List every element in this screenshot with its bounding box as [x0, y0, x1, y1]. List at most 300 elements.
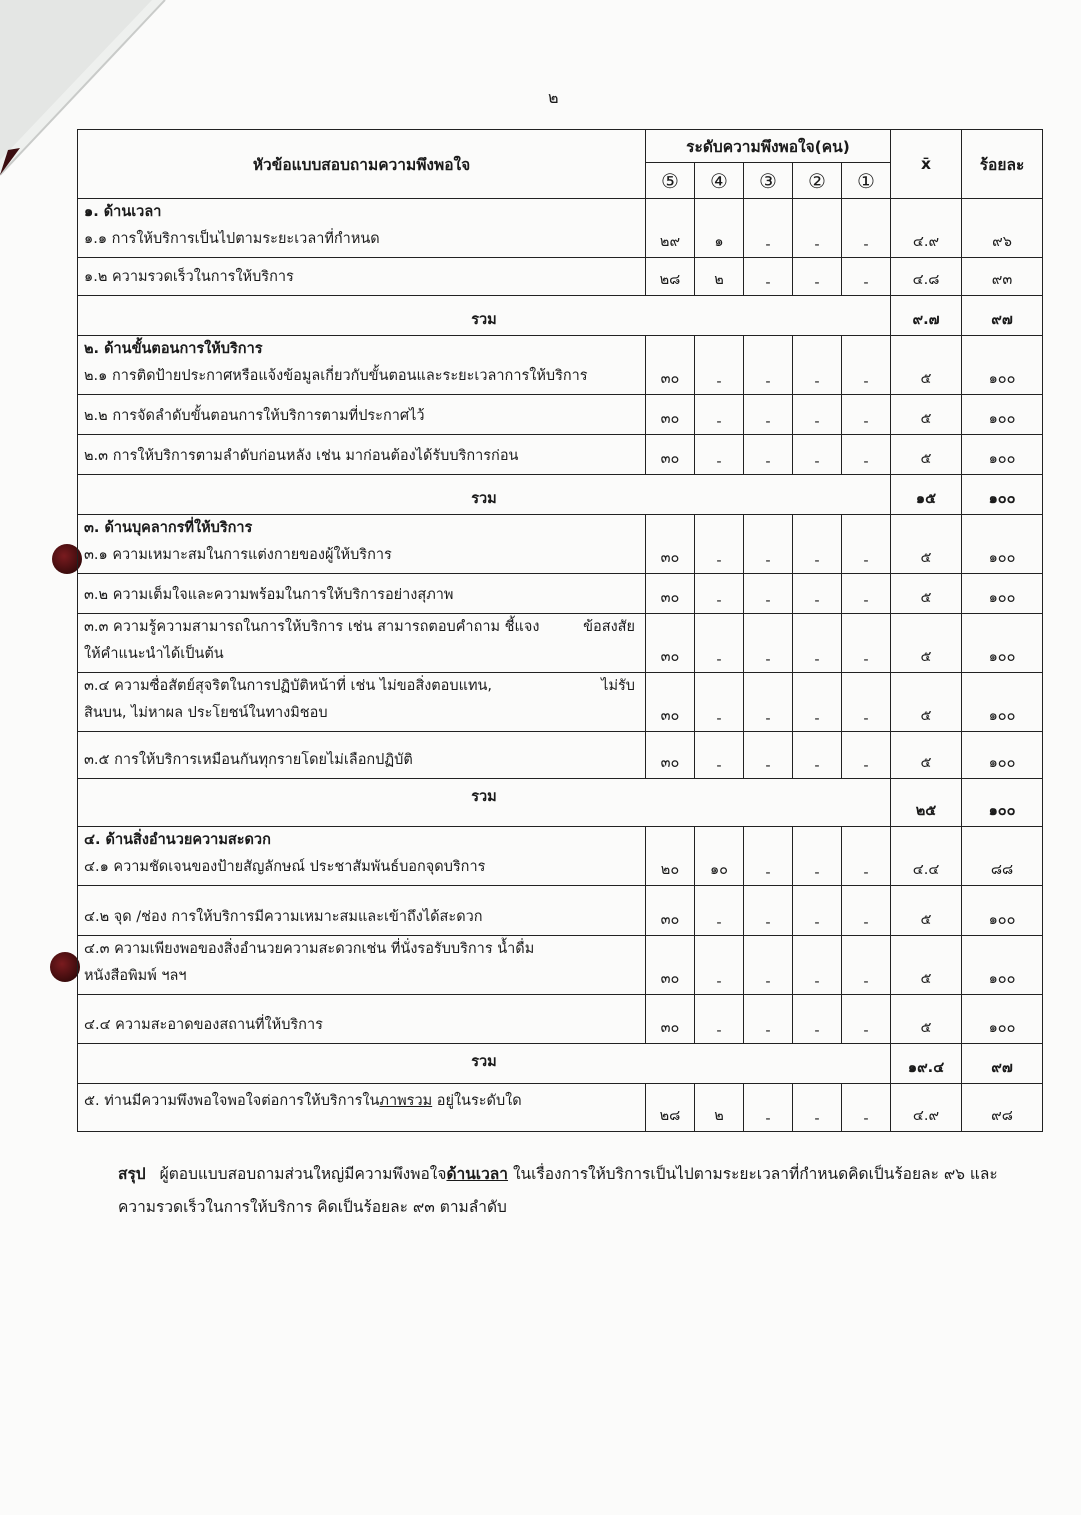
count-value: ๓๐ — [660, 755, 680, 771]
mean-value: ๔.๙ — [912, 234, 940, 250]
count-level-1 — [842, 258, 891, 296]
table-row — [78, 732, 1043, 779]
total-percent — [962, 296, 1043, 336]
mean-cell — [891, 614, 962, 673]
table-row — [78, 435, 1043, 475]
count-level-5 — [646, 673, 695, 732]
percent-value: ๙๓ — [991, 272, 1013, 288]
count-value: - — [814, 915, 820, 931]
count-level-3 — [744, 827, 793, 886]
mean-value: ๕ — [920, 755, 932, 771]
summary-highlight: ด้านเวลา — [446, 1165, 509, 1183]
total-label-text: รวม — [471, 312, 497, 328]
count-value: ๒ — [714, 1108, 724, 1124]
count-level-3 — [744, 936, 793, 995]
summary-label: สรุป — [118, 1165, 146, 1183]
table-row — [78, 827, 1043, 886]
count-value: ๒๘ — [659, 272, 681, 288]
item-label — [78, 827, 646, 886]
count-value: - — [863, 915, 869, 931]
table-row — [78, 199, 1043, 258]
count-value: - — [814, 865, 820, 881]
level-1-header — [842, 163, 891, 199]
percent-value: ๑๐๐ — [988, 755, 1016, 771]
mean-cell — [891, 886, 962, 936]
overall-text-after: อยู่ในระดับใด — [432, 1093, 522, 1109]
total-percent-value: ๑๐๐ — [988, 803, 1016, 819]
count-level-4 — [695, 673, 744, 732]
count-value: - — [863, 1023, 869, 1039]
item-text-line-1: ๓.๓ ความรู้ความสามารถในการให้บริการ เช่น สามารถตอบคำถาม ชี้แจง — [84, 619, 540, 635]
count-value: - — [716, 652, 722, 668]
count-level-3 — [744, 1084, 793, 1132]
mean-value: ๕ — [920, 1020, 932, 1036]
percent-cell — [962, 827, 1043, 886]
count-level-1 — [842, 395, 891, 435]
count-level-5 — [646, 732, 695, 779]
summary-text-2: ในเรื่องการให้บริการเป็นไปตามระยะเวลาที่กำหนดคิดเป็นร้อยละ ๙๖ และความรวดเร็วในการให้บริการ คิดเป็นร้อยละ ๙๓ ตามลำดับ — [118, 1165, 998, 1216]
count-value: - — [716, 454, 722, 470]
level-header — [646, 130, 891, 163]
count-level-3 — [744, 886, 793, 936]
count-value: ๓๐ — [660, 411, 680, 427]
count-value: ๓๐ — [660, 912, 680, 928]
item-label — [78, 995, 646, 1044]
count-level-1 — [842, 1084, 891, 1132]
count-value: - — [814, 374, 820, 390]
percent-cell — [962, 673, 1043, 732]
count-value: - — [765, 237, 771, 253]
item-text: ๑.๒ ความรวดเร็วในการให้บริการ — [84, 269, 294, 285]
count-level-5 — [646, 574, 695, 614]
count-value: ๓๐ — [660, 550, 680, 566]
percent-cell — [962, 515, 1043, 574]
topic-header-label: หัวข้อแบบสอบถามความพึงพอใจ — [252, 155, 471, 174]
count-value: ๓๐ — [660, 971, 680, 987]
count-value: - — [765, 553, 771, 569]
item-text: ๓.๑ ความเหมาะสมในการแต่งกายของผู้ให้บริการ — [84, 547, 392, 563]
item-text-line-2: ให้คำแนะนำได้เป็นต้น — [84, 646, 224, 662]
mean-cell — [891, 515, 962, 574]
item-label — [78, 574, 646, 614]
count-value: - — [814, 553, 820, 569]
total-label — [78, 1044, 891, 1084]
count-level-3 — [744, 336, 793, 395]
item-label — [78, 395, 646, 435]
mean-value: ๔.๙ — [912, 1108, 940, 1124]
percent-cell — [962, 936, 1043, 995]
total-label-text: รวม — [471, 1054, 497, 1070]
count-level-2 — [793, 995, 842, 1044]
count-value: - — [814, 414, 820, 430]
mean-cell — [891, 336, 962, 395]
table-row — [78, 574, 1043, 614]
level-circle-1: ① — [857, 168, 875, 193]
section-title: ๔. ด้านสิ่งอำนวยความสะดวก — [84, 832, 271, 848]
count-level-1 — [842, 936, 891, 995]
count-level-4 — [695, 614, 744, 673]
count-level-5 — [646, 395, 695, 435]
level-circle-2: ② — [808, 168, 826, 193]
count-value: - — [765, 374, 771, 390]
count-value: ๓๐ — [660, 708, 680, 724]
count-level-5 — [646, 936, 695, 995]
mean-cell — [891, 574, 962, 614]
percent-value: ๙๘ — [991, 1108, 1013, 1124]
percent-value: ๑๐๐ — [988, 649, 1016, 665]
table-row — [78, 395, 1043, 435]
percent-value: ๑๐๐ — [988, 912, 1016, 928]
mean-value: ๕ — [920, 708, 932, 724]
percent-value: ๙๖ — [992, 234, 1012, 250]
total-percent — [962, 779, 1043, 827]
count-value: - — [716, 414, 722, 430]
percent-value: ๑๐๐ — [988, 411, 1016, 427]
mean-cell — [891, 199, 962, 258]
count-value: - — [716, 1023, 722, 1039]
count-level-2 — [793, 732, 842, 779]
percent-cell — [962, 574, 1043, 614]
item-label — [78, 936, 646, 995]
count-value: - — [863, 711, 869, 727]
table-row — [78, 936, 1043, 995]
summary-paragraph — [118, 1158, 1008, 1224]
mean-cell — [891, 732, 962, 779]
count-value: - — [765, 414, 771, 430]
count-value: - — [863, 414, 869, 430]
count-level-1 — [842, 199, 891, 258]
percent-cell — [962, 336, 1043, 395]
count-level-1 — [842, 995, 891, 1044]
count-value: ๓๐ — [660, 371, 680, 387]
page-number: ๒ — [548, 88, 559, 107]
count-value: ๓๐ — [660, 451, 680, 467]
count-level-5 — [646, 1084, 695, 1132]
count-level-4 — [695, 995, 744, 1044]
count-value: - — [863, 758, 869, 774]
mean-cell — [891, 827, 962, 886]
count-level-1 — [842, 673, 891, 732]
count-level-4 — [695, 1084, 744, 1132]
count-level-4 — [695, 936, 744, 995]
item-label — [78, 732, 646, 779]
count-level-3 — [744, 258, 793, 296]
count-value: ๑๐ — [709, 862, 729, 878]
total-mean-value: ๙.๗ — [912, 312, 940, 328]
mean-header — [891, 130, 962, 199]
count-level-1 — [842, 435, 891, 475]
mean-cell — [891, 995, 962, 1044]
count-level-3 — [744, 995, 793, 1044]
count-value: - — [765, 865, 771, 881]
section-title: ๒. ด้านขั้นตอนการให้บริการ — [84, 341, 263, 357]
percent-cell — [962, 995, 1043, 1044]
count-value: - — [814, 237, 820, 253]
level-4-header — [695, 163, 744, 199]
percent-cell — [962, 614, 1043, 673]
count-value: - — [863, 865, 869, 881]
count-level-4 — [695, 827, 744, 886]
count-value: - — [765, 593, 771, 609]
table-row — [78, 336, 1043, 395]
percent-value: ๑๐๐ — [988, 451, 1016, 467]
count-value: - — [814, 758, 820, 774]
count-value: - — [765, 974, 771, 990]
count-level-2 — [793, 515, 842, 574]
count-value: - — [814, 593, 820, 609]
mean-value: ๕ — [920, 590, 932, 606]
item-text: ๑.๑ การให้บริการเป็นไปตามระยะเวลาที่กำหนด — [84, 231, 380, 247]
mean-value: ๕ — [920, 912, 932, 928]
item-text-line-1: ๓.๔ ความซื่อสัตย์สุจริตในการปฏิบัติหน้าที่ เช่น ไม่ขอสิ่งตอบแทน, — [84, 678, 493, 694]
table-row — [78, 995, 1043, 1044]
mean-value: ๕ — [920, 971, 932, 987]
mean-value: ๕ — [920, 371, 932, 387]
count-level-4 — [695, 258, 744, 296]
count-level-3 — [744, 199, 793, 258]
percent-value: ๑๐๐ — [988, 550, 1016, 566]
mean-value: ๕ — [920, 411, 932, 427]
percent-value: ๑๐๐ — [988, 590, 1016, 606]
total-mean — [891, 779, 962, 827]
table-row — [78, 614, 1043, 673]
percent-cell — [962, 395, 1043, 435]
count-value: - — [863, 275, 869, 291]
count-value: - — [814, 1023, 820, 1039]
summary-text-1: ผู้ตอบแบบสอบถามส่วนใหญ่มีความพึงพอใจ — [159, 1165, 447, 1183]
count-level-5 — [646, 995, 695, 1044]
topic-header — [78, 130, 646, 199]
count-level-2 — [793, 886, 842, 936]
count-level-5 — [646, 199, 695, 258]
item-text-line-2: สินบน, ไม่หาผล ประโยชน์ในทางมิชอบ — [84, 705, 328, 721]
count-value: - — [814, 1111, 820, 1127]
item-label — [78, 515, 646, 574]
item-text: ๔.๔ ความสะอาดของสถานที่ให้บริการ — [84, 1017, 323, 1033]
mean-value: ๕ — [920, 451, 932, 467]
item-text: ๒.๓ การให้บริการตามลำดับก่อนหลัง เช่น มาก่อนต้องได้รับบริการก่อน — [84, 448, 519, 464]
count-level-1 — [842, 886, 891, 936]
total-mean — [891, 1044, 962, 1084]
level-5-header — [646, 163, 695, 199]
item-text: ๓.๕ การให้บริการเหมือนกันทุกรายโดยไม่เลือกปฏิบัติ — [84, 752, 413, 768]
count-value: ๒๙ — [659, 234, 681, 250]
count-level-5 — [646, 886, 695, 936]
total-percent — [962, 1044, 1043, 1084]
count-level-5 — [646, 827, 695, 886]
percent-cell — [962, 732, 1043, 779]
mean-cell — [891, 258, 962, 296]
count-level-5 — [646, 614, 695, 673]
item-text: ๓.๒ ความเต็มใจและความพร้อมในการให้บริการอย่างสุภาพ — [84, 587, 454, 603]
count-level-3 — [744, 614, 793, 673]
item-label — [78, 435, 646, 475]
table-row — [78, 258, 1043, 296]
item-text: ๔.๑ ความชัดเจนของป้ายสัญลักษณ์ ประชาสัมพันธ์บอกจุดบริการ — [84, 859, 486, 875]
count-value: - — [716, 593, 722, 609]
percent-cell — [962, 258, 1043, 296]
overall-row — [78, 1084, 1043, 1132]
total-label — [78, 475, 891, 515]
table-row — [78, 515, 1043, 574]
total-mean-value: ๑๙.๔ — [907, 1060, 945, 1076]
count-value: ๓๐ — [660, 590, 680, 606]
mean-value: ๔.๔ — [912, 862, 940, 878]
count-level-2 — [793, 614, 842, 673]
count-value: ๒ — [714, 272, 724, 288]
count-level-2 — [793, 574, 842, 614]
count-level-4 — [695, 336, 744, 395]
total-label-text: รวม — [471, 789, 497, 805]
mean-cell — [891, 395, 962, 435]
total-mean — [891, 475, 962, 515]
count-level-3 — [744, 435, 793, 475]
count-level-4 — [695, 732, 744, 779]
item-text: ๒.๒ การจัดลำดับขั้นตอนการให้บริการตามที่ประกาศไว้ — [84, 408, 425, 424]
total-percent-value: ๙๗ — [991, 1060, 1013, 1076]
mean-cell — [891, 936, 962, 995]
punch-hole-bottom — [50, 952, 80, 982]
mean-value: ๕ — [920, 550, 932, 566]
count-value: - — [863, 593, 869, 609]
count-level-1 — [842, 336, 891, 395]
level-circle-5: ⑤ — [661, 168, 679, 193]
mean-symbol: x̄ — [921, 155, 932, 173]
item-label — [78, 258, 646, 296]
count-level-1 — [842, 614, 891, 673]
count-level-3 — [744, 515, 793, 574]
count-value: - — [716, 553, 722, 569]
total-row — [78, 779, 1043, 827]
count-value: - — [863, 237, 869, 253]
count-value: - — [863, 454, 869, 470]
section-title: ๓. ด้านบุคลากรที่ให้บริการ — [84, 520, 253, 536]
count-value: - — [863, 974, 869, 990]
total-row — [78, 1044, 1043, 1084]
count-level-2 — [793, 258, 842, 296]
total-row — [78, 475, 1043, 515]
percent-value: ๑๐๐ — [988, 371, 1016, 387]
count-value: - — [814, 454, 820, 470]
count-value: - — [716, 758, 722, 774]
count-value: - — [863, 652, 869, 668]
percent-header-label: ร้อยละ — [979, 155, 1025, 174]
count-value: - — [765, 652, 771, 668]
count-value: - — [765, 711, 771, 727]
count-value: ๓๐ — [660, 1020, 680, 1036]
count-value: ๑ — [714, 234, 724, 250]
count-value: - — [765, 1111, 771, 1127]
count-value: - — [814, 652, 820, 668]
percent-cell — [962, 886, 1043, 936]
count-value: - — [863, 1111, 869, 1127]
count-value: ๒๐ — [660, 862, 680, 878]
total-label — [78, 296, 891, 336]
mean-value: ๕ — [920, 649, 932, 665]
item-label — [78, 336, 646, 395]
count-value: - — [814, 711, 820, 727]
table-row — [78, 673, 1043, 732]
total-percent — [962, 475, 1043, 515]
total-percent-value: ๑๐๐ — [988, 491, 1016, 507]
item-text-line-1-end: ข้อสงสัย — [583, 619, 635, 635]
count-level-1 — [842, 515, 891, 574]
count-level-2 — [793, 936, 842, 995]
total-mean — [891, 296, 962, 336]
percent-value: ๘๘ — [990, 862, 1014, 878]
satisfaction-table — [77, 129, 1043, 1132]
item-text: ๒.๑ การติดป้ายประกาศหรือแจ้งข้อมูลเกี่ยวกับขั้นตอนและระยะเวลาการให้บริการ — [84, 368, 588, 384]
total-mean-value: ๒๕ — [915, 803, 937, 819]
item-text-line-2: หนังสือพิมพ์ ฯลฯ — [84, 968, 187, 984]
count-value: ๒๘ — [659, 1108, 681, 1124]
percent-value: ๑๐๐ — [988, 971, 1016, 987]
item-text: ๔.๒ จุด /ช่อง การให้บริการมีความเหมาะสมและเข้าถึงได้สะดวก — [84, 909, 483, 925]
table-row — [78, 886, 1043, 936]
overall-label — [78, 1084, 646, 1132]
count-level-4 — [695, 199, 744, 258]
count-level-2 — [793, 395, 842, 435]
level-circle-3: ③ — [759, 168, 777, 193]
count-level-3 — [744, 395, 793, 435]
percent-value: ๑๐๐ — [988, 1020, 1016, 1036]
count-value: - — [716, 711, 722, 727]
count-level-3 — [744, 732, 793, 779]
overall-underlined: ภาพรวม — [379, 1093, 433, 1109]
count-level-4 — [695, 395, 744, 435]
total-percent-value: ๙๗ — [991, 312, 1013, 328]
count-level-5 — [646, 435, 695, 475]
total-mean-value: ๑๕ — [915, 491, 937, 507]
item-label — [78, 673, 646, 732]
item-text-line-1: ๔.๓ ความเพียงพอของสิ่งอำนวยความสะดวกเช่น ที่นั่งรอรับบริการ น้ำดื่ม — [84, 941, 535, 957]
mean-value: ๔.๘ — [912, 272, 940, 288]
level-3-header — [744, 163, 793, 199]
item-label — [78, 614, 646, 673]
count-level-2 — [793, 827, 842, 886]
count-level-4 — [695, 515, 744, 574]
count-level-2 — [793, 1084, 842, 1132]
mean-cell — [891, 435, 962, 475]
count-level-1 — [842, 732, 891, 779]
percent-value: ๑๐๐ — [988, 708, 1016, 724]
overall-text-before: ๕. ท่านมีความพึงพอใจพอใจต่อการให้บริการใน — [84, 1093, 380, 1109]
count-value: - — [863, 553, 869, 569]
count-level-1 — [842, 827, 891, 886]
count-value: - — [765, 454, 771, 470]
percent-cell — [962, 1084, 1043, 1132]
item-label — [78, 199, 646, 258]
count-value: - — [716, 374, 722, 390]
count-level-4 — [695, 574, 744, 614]
count-value: - — [716, 915, 722, 931]
count-level-5 — [646, 515, 695, 574]
level-2-header — [793, 163, 842, 199]
section-title: ๑. ด้านเวลา — [84, 204, 162, 220]
count-level-3 — [744, 574, 793, 614]
count-value: - — [814, 275, 820, 291]
percent-header — [962, 130, 1043, 199]
count-level-3 — [744, 673, 793, 732]
count-value: - — [765, 758, 771, 774]
count-value: - — [716, 974, 722, 990]
count-value: ๓๐ — [660, 649, 680, 665]
count-value: - — [863, 374, 869, 390]
total-label-text: รวม — [471, 491, 497, 507]
count-value: - — [765, 1023, 771, 1039]
total-row — [78, 296, 1043, 336]
mean-cell — [891, 1084, 962, 1132]
